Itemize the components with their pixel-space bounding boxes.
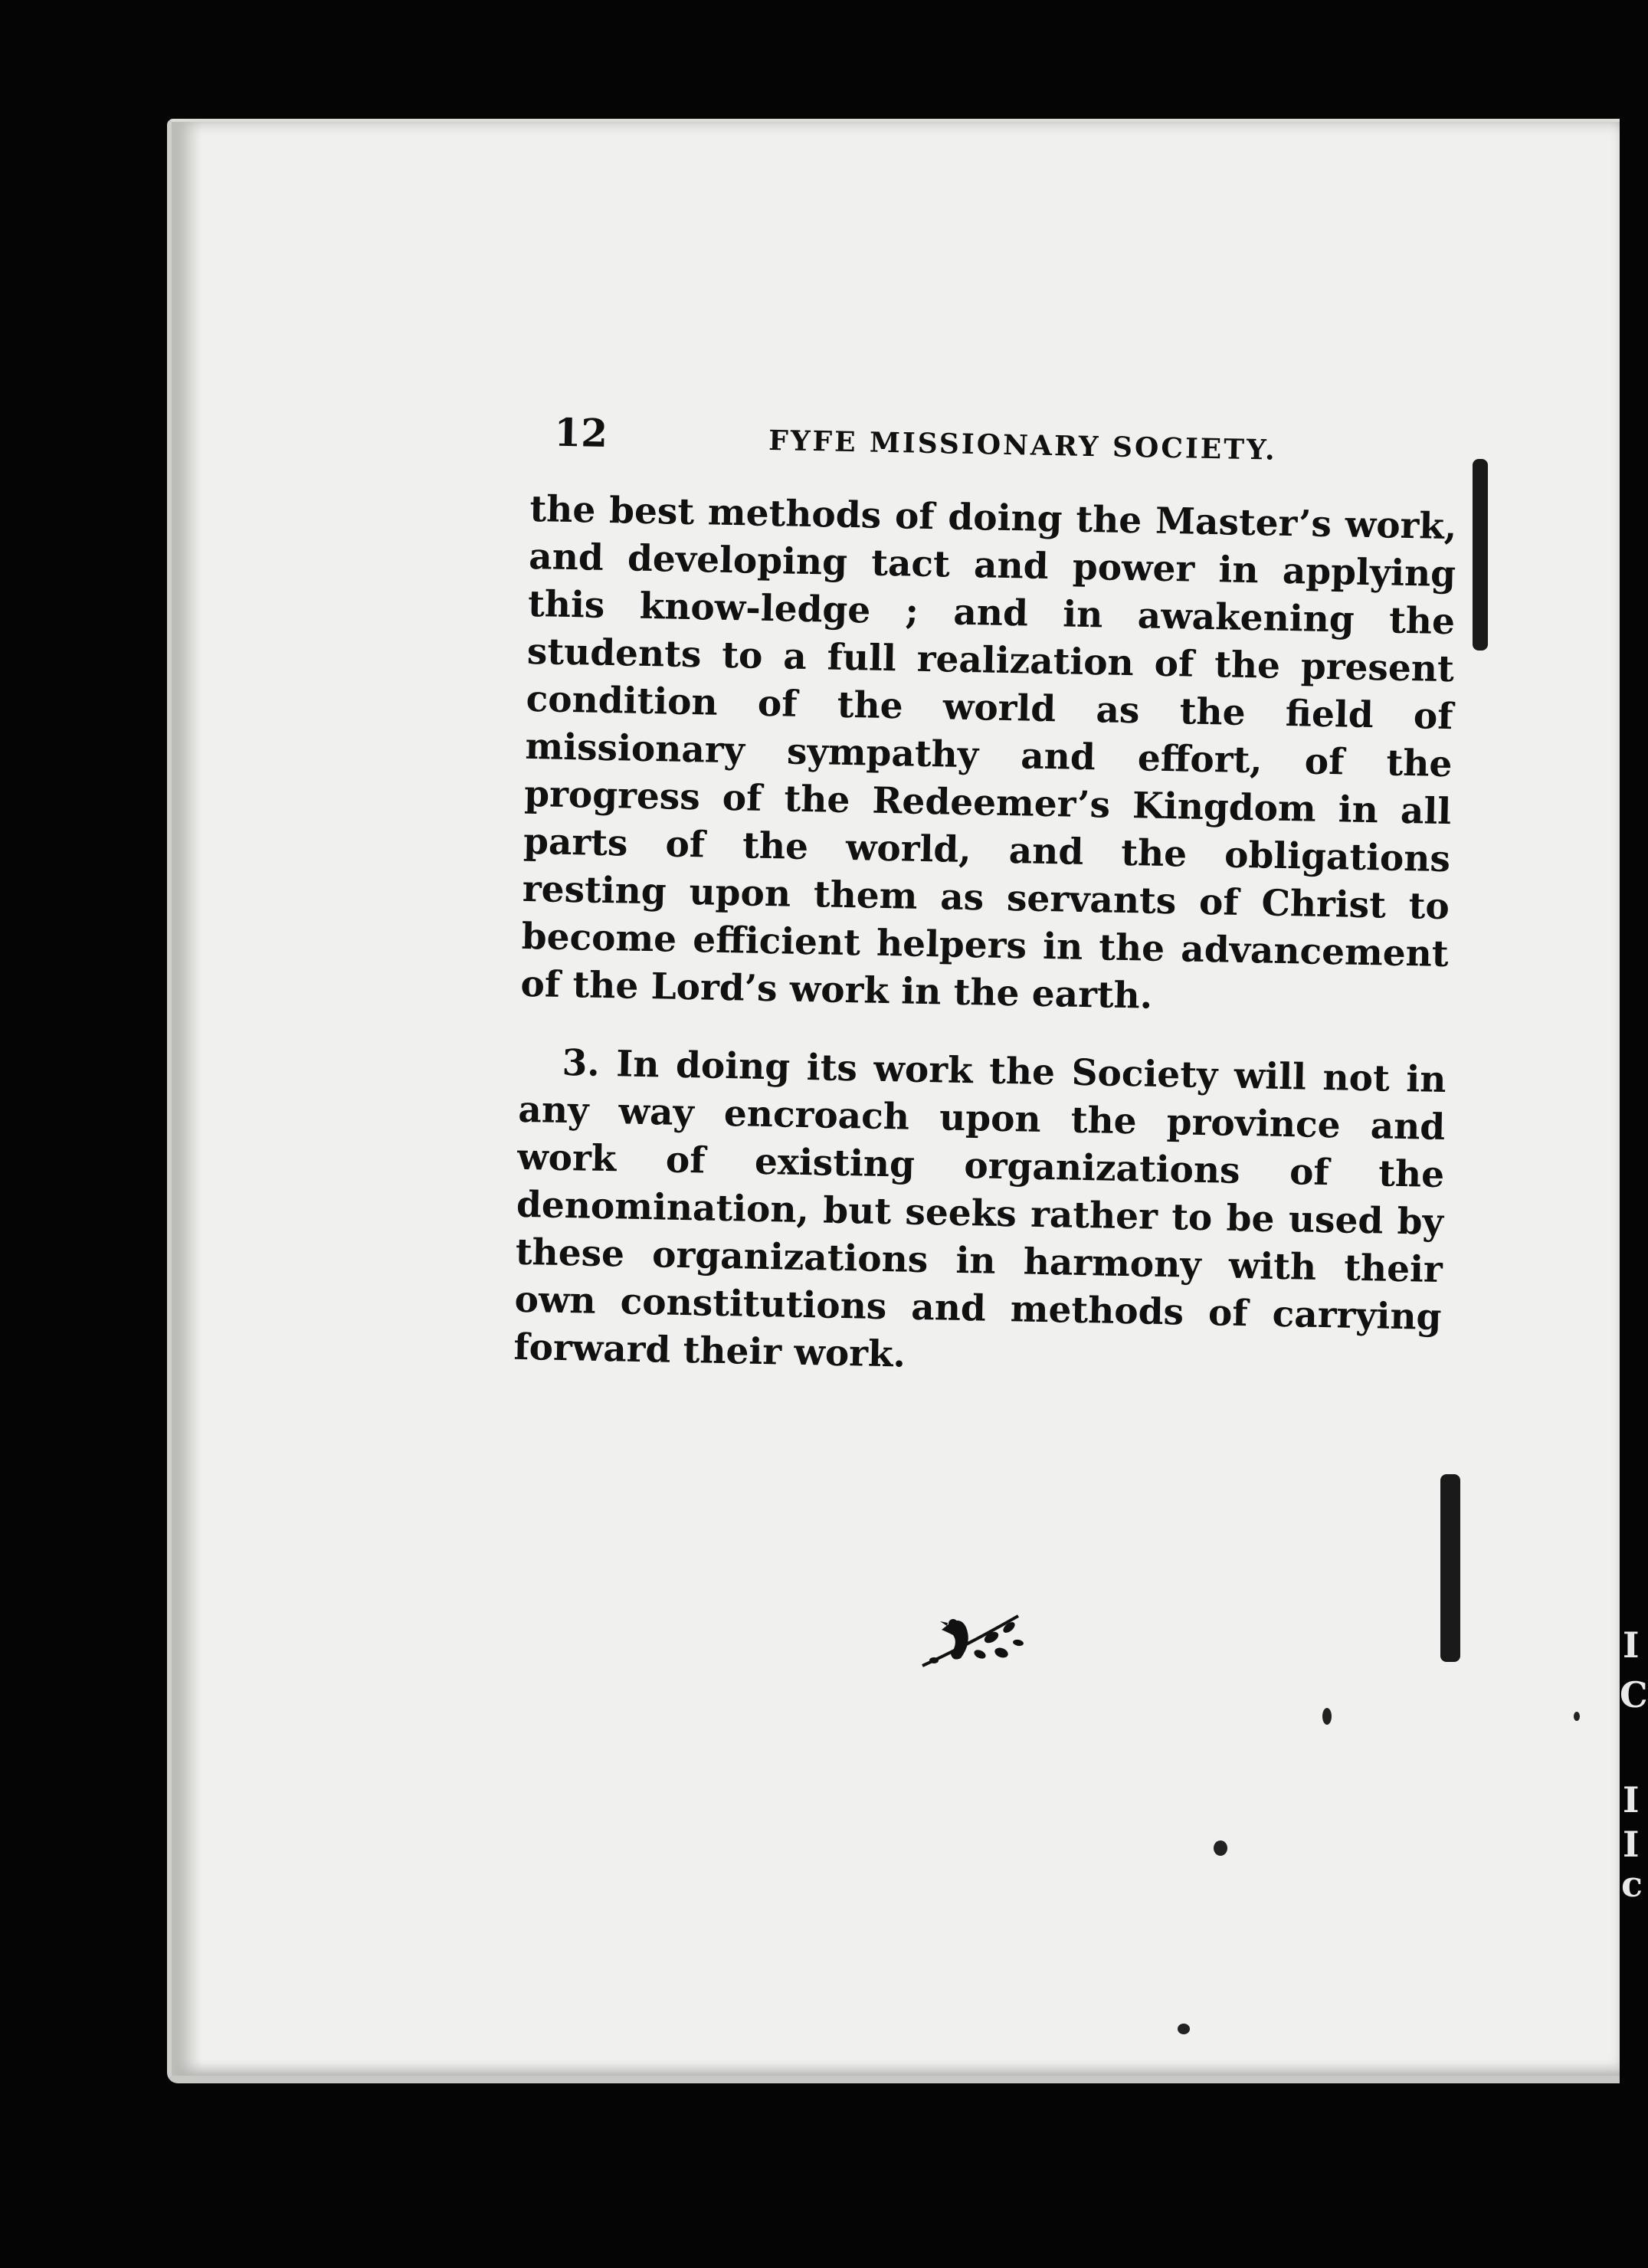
- book-page: [167, 119, 1620, 2083]
- ink-speck: [1178, 2024, 1190, 2034]
- paragraph-section-3: 3. In doing its work the Society will not in any way encroach upon the province and work of existing organizations of the denomination, but seeks rather to be used by these organizations in harmony with their own constitutions and methods of carrying forward their work.: [513, 1041, 1447, 1376]
- adjacent-page-fragment: I: [1623, 1824, 1640, 1865]
- binding-stitch-bottom: [1440, 1474, 1460, 1662]
- page-header: [531, 409, 1459, 480]
- page-text-block: [513, 409, 1459, 1389]
- adjacent-page-fragment: I: [1623, 1779, 1640, 1821]
- ink-speck: [1574, 1712, 1580, 1721]
- paragraph-continuation: the best methods of doing the Master’s work, and developing tact and power in applying this know-ledge ; and in awakening the students to a full realization of the present condition of the world as the field of missionary sympathy and effort, of the progress of the Redeemer’s Kingdom in all parts of the world, and the obligations resting upon them as servants of Christ to become efficient helpers in the advancement of the Lord’s work in the earth.: [520, 487, 1457, 1018]
- page-number: 12: [553, 409, 608, 456]
- adjacent-page-fragment: c: [1621, 1863, 1643, 1905]
- bird-on-branch-icon: [919, 1601, 1034, 1677]
- adjacent-page-fragment: I: [1623, 1624, 1640, 1666]
- ink-speck: [1214, 1840, 1227, 1856]
- ink-speck: [1322, 1708, 1332, 1725]
- binding-stitch-top: [1473, 459, 1488, 651]
- adjacent-page-fragment: C: [1620, 1674, 1648, 1716]
- running-head: FYFE MISSIONARY SOCIETY.: [768, 424, 1277, 467]
